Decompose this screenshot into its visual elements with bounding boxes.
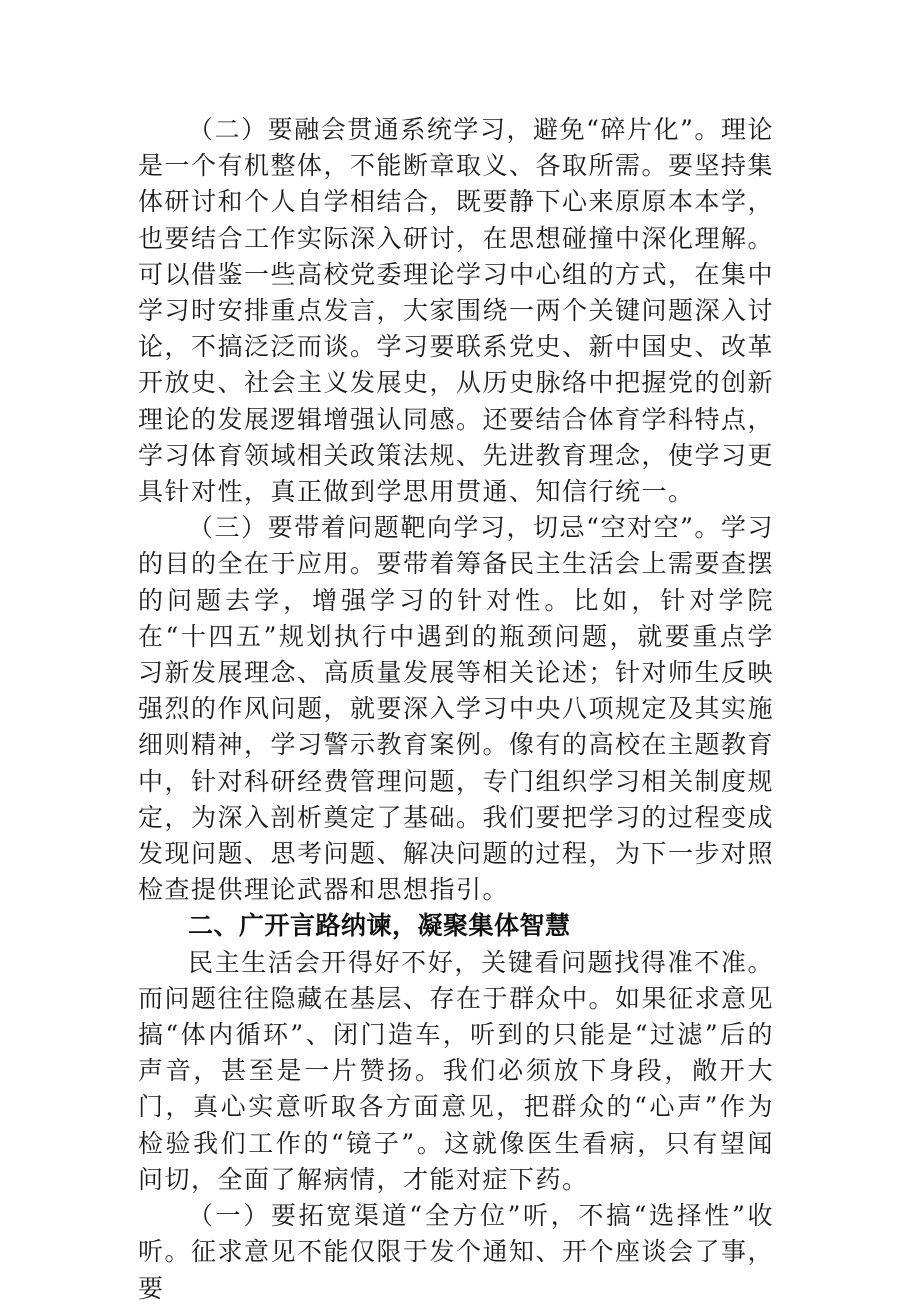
section-heading: 二、广开言路纳谏，凝聚集体智慧 (188, 911, 571, 941)
paragraph-listen-to-opinions: 民主生活会开得好不好，关键看问题找得准不准。而问题往往隐藏在基层、存在于群众中。如果征求意见搞“体内循环”、闭门造车，听到的只能是“过滤”后的声音，甚至是一片赞扬。我们必须放下身段，敞开大门，真心实意听取各方面意见，把群众的“心声”作为检验我们工作的“镜子”。这就像医生看病，只有望闻问切，全面了解病情，才能对症下药。 (138, 947, 775, 1194)
paragraph-broaden-channels: （一）要拓宽渠道“全方位”听，不搞“选择性”收听。征求意见不能仅限于发个通知、开个座谈会了事，要 (138, 1201, 775, 1303)
document-body (138, 112, 774, 1307)
paragraph-systematic-study: （二）要融会贯通系统学习，避免“碎片化”。理论是一个有机整体，不能断章取义、各取所需。要坚持集体研讨和个人自学相结合，既要静下心来原原本本学，也要结合工作实际深入研讨，在思想碰撞中深化理解。可以借鉴一些高校党委理论学习中心组的方式，在集中学习时安排重点发言，大家围绕一两个关键问题深入讨论，不搞泛泛而谈。学习要联系党史、新中国史、改革开放史、社会主义发展史，从历史脉络中把握党的创新理论的发展逻辑增强认同感。还要结合体育学科特点，学习体育领域相关政策法规、先进教育理念，使学习更具针对性，真正做到学思用贯通、知信行统一。 (138, 115, 775, 507)
paragraph-problem-oriented-study: （三）要带着问题靶向学习，切忌“空对空”。学习的目的全在于应用。要带着筹备民主生活会上需要查摆的问题去学，增强学习的针对性。比如，针对学院在“十四五”规划执行中遇到的瓶颈问题，就要重点学习新发展理念、高质量发展等相关论述；针对师生反映强烈的作风问题，就要深入学习中央八项规定及其实施细则精神，学习警示教育案例。像有的高校在主题教育中，针对科研经费管理问题，专门组织学习相关制度规定，为深入剖析奠定了基础。我们要把学习的过程变成发现问题、思考问题、解决问题的过程，为下一步对照检查提供理论武器和思想指引。 (138, 513, 775, 905)
